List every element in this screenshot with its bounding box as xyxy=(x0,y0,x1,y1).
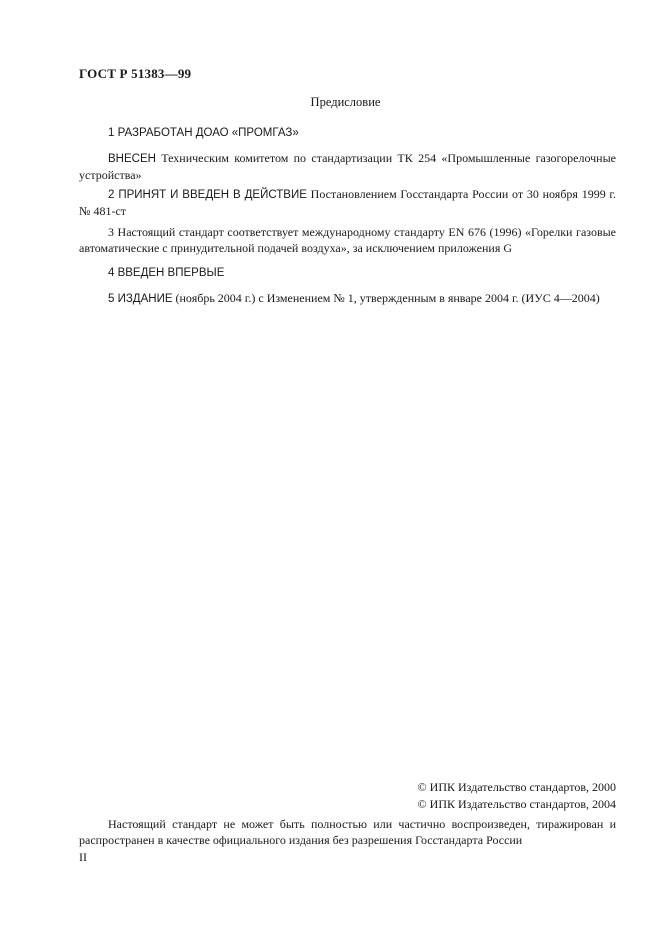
section-title: Предисловие xyxy=(310,95,381,109)
reproduction-notice: Настоящий стандарт не может быть полностью или частично воспроизведен, тиражирован и распространен в качестве официального издания без разрешения Госстандарта России xyxy=(79,817,616,847)
paragraph-adopted xyxy=(79,186,616,219)
paragraph-lead: 5 ИЗДАНИЕ xyxy=(108,293,173,305)
paragraph-lead: 3 xyxy=(108,225,114,239)
paragraph-first-introduced xyxy=(79,264,616,281)
paragraph-lead: ВНЕСЕН xyxy=(108,153,156,165)
page-number: II xyxy=(79,850,87,864)
paragraph-introduced-by xyxy=(79,150,616,183)
copyright-line: © ИПК Издательство стандартов, 2004 xyxy=(417,797,616,811)
paragraph-conformity xyxy=(79,224,616,256)
paragraph-edition xyxy=(79,290,616,307)
standard-code: ГОСТ Р 51383—99 xyxy=(79,66,192,81)
paragraph-text: Техническим комитетом по стандартизации ТК 254 «Промышленные газогорелочные устройства» xyxy=(79,151,616,182)
paragraph-text: Постановлением Госстандарта России от 30 ноября 1999 г. № 481-ст xyxy=(79,187,617,218)
paragraph-lead: 1 РАЗРАБОТАН ДОАО «ПРОМГАЗ» xyxy=(108,127,299,139)
paragraph-developed-by xyxy=(79,124,616,141)
paragraph-text: (ноябрь 2004 г.) с Изменением № 1, утвержденным в январе 2004 г. (ИУС 4—2004) xyxy=(172,291,600,305)
copyright-block xyxy=(380,779,616,813)
paragraph-lead: 2 ПРИНЯТ И ВВЕДЕН В ДЕЙСТВИЕ xyxy=(108,189,307,201)
paragraph-text: Настоящий стандарт соответствует международному стандарту EN 676 (1996) «Горелки газовые автоматические с принудительной подачей воздуха», за исключением приложения G xyxy=(79,225,616,255)
paragraph-lead: 4 ВВЕДЕН ВПЕРВЫЕ xyxy=(108,267,225,279)
copyright-line: © ИПК Издательство стандартов, 2000 xyxy=(417,780,616,794)
